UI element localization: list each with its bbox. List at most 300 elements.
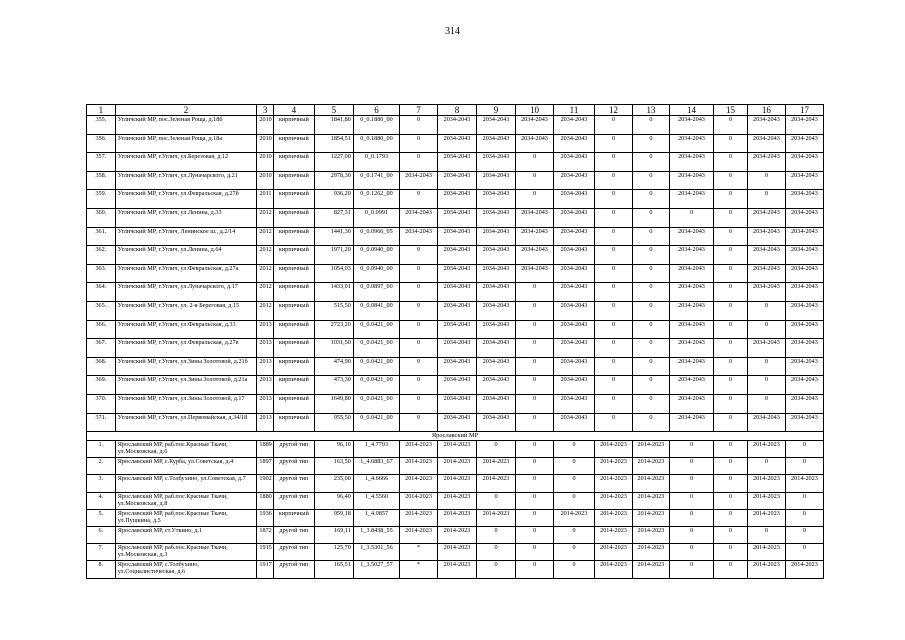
table-cell: кирпичный	[273, 413, 314, 432]
table-cell: 8.	[87, 561, 116, 578]
table-cell: 0	[400, 394, 438, 413]
table-cell: 2010	[257, 134, 273, 153]
table-cell: 358.	[87, 171, 116, 190]
table-cell: 0	[516, 357, 554, 376]
table-cell: 0	[714, 394, 748, 413]
table-cell: 0	[477, 441, 516, 458]
table-cell: 2034-2043	[438, 320, 477, 339]
column-header: 15	[714, 105, 748, 116]
table-cell: 2014-2023	[438, 544, 477, 561]
table-cell: 2034-2043	[477, 134, 516, 153]
table-cell: 0	[400, 320, 438, 339]
table-cell: 1649,80	[314, 394, 353, 413]
table-cell: 2034-2043	[785, 116, 823, 135]
table-cell: 2034-2043	[438, 134, 477, 153]
table-cell: 2014-2023	[747, 475, 785, 492]
table-cell: 0	[714, 509, 748, 526]
table-cell: 2034-2043	[785, 376, 823, 395]
table-row	[87, 190, 824, 209]
table-cell: 2012	[257, 246, 273, 265]
table-cell: Угличский МР, г.Углич, ул.Февральская, д.27в	[115, 339, 257, 358]
table-cell: 2014-2023	[438, 492, 477, 509]
table-cell: *	[400, 544, 438, 561]
table-cell: 1_4.0857	[353, 509, 399, 526]
table-cell: кирпичный	[273, 283, 314, 302]
table-cell: Ярославский МР, ст.Уткино, д.1	[115, 527, 257, 544]
table-cell: 2034-2043	[669, 413, 713, 432]
table-cell: кирпичный	[273, 376, 314, 395]
table-cell: 2034-2043	[438, 394, 477, 413]
table-cell: 0_0.0940_00	[353, 246, 399, 265]
table-cell: 2014-2023	[438, 527, 477, 544]
table-cell: *	[400, 561, 438, 578]
table-cell: 0	[714, 475, 748, 492]
table-cell: 1889	[257, 441, 273, 458]
table-cell: кирпичный	[273, 357, 314, 376]
table-cell: 2034-2043	[785, 171, 823, 190]
table-cell: 1915	[257, 544, 273, 561]
table-cell: 0	[632, 357, 669, 376]
table-cell: 0	[669, 544, 713, 561]
table-cell: 0	[516, 441, 554, 458]
page-number: 314	[445, 26, 460, 37]
table-cell: Угличский МР, г.Углич, ул.Первомайская, д.34/18	[115, 413, 257, 432]
table-cell: 2034-2043	[553, 153, 594, 172]
table-cell: 0_0.0421_00	[353, 339, 399, 358]
table-row	[87, 492, 824, 509]
table-cell: 1_3.5027_57	[353, 561, 399, 578]
table-cell: 2010	[257, 171, 273, 190]
table-cell: 2010	[257, 116, 273, 135]
table-cell: Угличский МР, г.Углич, Ленинское ш., д.2/14	[115, 227, 257, 246]
table-cell: 0	[714, 527, 748, 544]
table-cell: 2034-2043	[516, 246, 554, 265]
table-cell: 0	[747, 394, 785, 413]
table-cell: 0	[669, 509, 713, 526]
table-cell: 2034-2043	[438, 376, 477, 395]
table-cell: Угличский МР, г.Углич, ул.Ленина, д.33	[115, 208, 257, 227]
table-cell: 0	[669, 475, 713, 492]
table-cell: 163,50	[314, 458, 353, 475]
table-cell: 0	[714, 544, 748, 561]
table-cell: другой тип	[273, 561, 314, 578]
table-cell: 2034-2043	[553, 264, 594, 283]
table-cell: 0	[785, 441, 823, 458]
table-cell: 0	[714, 458, 748, 475]
table-cell: кирпичный	[273, 264, 314, 283]
table-cell: 0	[669, 527, 713, 544]
table-cell: 2034-2043	[747, 227, 785, 246]
table-cell: Угличский МР, г.Углич, ул.Февральская, д.27б	[115, 190, 257, 209]
table-cell: 0	[516, 509, 554, 526]
table-cell: 0	[747, 320, 785, 339]
table-cell: 2034-2043	[553, 283, 594, 302]
table-cell: 0	[747, 171, 785, 190]
table-cell: кирпичный	[273, 509, 314, 526]
table-cell: 369.	[87, 376, 116, 395]
table-cell: 474,90	[314, 357, 353, 376]
table-cell: 2034-2043	[553, 227, 594, 246]
table-cell: 366.	[87, 320, 116, 339]
table-cell: 2034-2043	[516, 264, 554, 283]
table-cell: Угличский МР, г.Углич, ул.Зины Золотовой, д.21б	[115, 357, 257, 376]
table-cell: 0	[747, 190, 785, 209]
table-cell: 0	[747, 458, 785, 475]
table-cell: 2034-2043	[516, 116, 554, 135]
table-cell: 0	[632, 301, 669, 320]
table-cell: 2034-2043	[438, 283, 477, 302]
table-cell: 0	[477, 561, 516, 578]
table-cell: 0	[747, 527, 785, 544]
table-cell: 0	[669, 208, 713, 227]
table-row	[87, 246, 824, 265]
table-cell: 0_0.0421_00	[353, 357, 399, 376]
table-cell: кирпичный	[273, 246, 314, 265]
table-cell: 2034-2043	[669, 301, 713, 320]
table-cell: 1054,03	[314, 264, 353, 283]
table-cell: 0	[553, 544, 594, 561]
column-header: 7	[400, 105, 438, 116]
table-cell: 0	[785, 492, 823, 509]
table-cell: 1902	[257, 475, 273, 492]
table-cell: 2014-2023	[595, 458, 633, 475]
table-row	[87, 134, 824, 153]
table-cell: 0	[632, 116, 669, 135]
table-cell: 2012	[257, 208, 273, 227]
table-cell: Ярославский МР, с.Толбухино, ул.Советская, д.7	[115, 475, 257, 492]
table-cell: 2034-2043	[785, 190, 823, 209]
table-cell: 1433,01	[314, 283, 353, 302]
table-cell: 0	[553, 475, 594, 492]
table-cell: 827,31	[314, 208, 353, 227]
table-cell: 0	[595, 357, 633, 376]
table-cell: 0	[714, 561, 748, 578]
table-cell: 0	[400, 283, 438, 302]
table-cell: 0	[400, 376, 438, 395]
table-cell: Угличский МР, г.Углич, ул.Февральская, д.33	[115, 320, 257, 339]
table-cell: 2034-2043	[553, 413, 594, 432]
table-cell: Ярославский МР, раб.пос.Красные Ткачи, ул.Московская, д.3	[115, 544, 257, 561]
table-cell: 2013	[257, 376, 273, 395]
table-row	[87, 283, 824, 302]
table-cell: 2034-2043	[785, 208, 823, 227]
table-cell: 2034-2043	[669, 190, 713, 209]
table-cell: 370.	[87, 394, 116, 413]
table-cell: 2978,30	[314, 171, 353, 190]
table-cell: 2014-2023	[785, 561, 823, 578]
table-cell: 2034-2043	[785, 413, 823, 432]
table-cell: 2014-2023	[438, 458, 477, 475]
table-cell: 371.	[87, 413, 116, 432]
table-cell: 0_0.0940_00	[353, 264, 399, 283]
table-cell: 2014-2023	[632, 544, 669, 561]
table-cell: 959,18	[314, 509, 353, 526]
table-cell: 0	[516, 376, 554, 395]
table-cell: 2034-2043	[669, 357, 713, 376]
table-cell: 0	[516, 527, 554, 544]
table-row	[87, 153, 824, 172]
table-cell: 0	[595, 246, 633, 265]
table-cell: 0	[477, 492, 516, 509]
table-cell: 0	[632, 394, 669, 413]
table-cell: 235,00	[314, 475, 353, 492]
table-cell: 2034-2043	[477, 190, 516, 209]
table-cell: 0	[553, 561, 594, 578]
table-row	[87, 264, 824, 283]
table-cell: 363.	[87, 264, 116, 283]
table-cell: 2034-2043	[785, 227, 823, 246]
table-cell: 2034-2043	[438, 227, 477, 246]
table-cell: 1_4.5560	[353, 492, 399, 509]
table-cell: 0_0.1880_00	[353, 116, 399, 135]
table-cell: Ярославский МР, с.Курба, ул.Советская, д.4	[115, 458, 257, 475]
table-cell: 0	[632, 320, 669, 339]
table-cell: 4.	[87, 492, 116, 509]
table-cell: 0_0.0421_00	[353, 320, 399, 339]
table-cell: 2014-2023	[477, 475, 516, 492]
table-cell: 1897	[257, 458, 273, 475]
table-cell: 5.	[87, 509, 116, 526]
table-cell: Угличский МР, пос.Зеленая Роща, д.18а	[115, 134, 257, 153]
table-cell: 0	[595, 153, 633, 172]
table-row	[87, 544, 824, 561]
table-cell: 0	[595, 208, 633, 227]
table-cell: 2034-2043	[438, 171, 477, 190]
table-cell: 1917	[257, 561, 273, 578]
table-cell: 0	[632, 283, 669, 302]
table-cell: 2034-2043	[516, 134, 554, 153]
table-cell: 2034-2043	[747, 116, 785, 135]
table-cell: кирпичный	[273, 190, 314, 209]
section-title: Ярославский МР	[87, 432, 824, 441]
table-cell: 2034-2043	[669, 320, 713, 339]
table-cell: 0	[400, 357, 438, 376]
table-cell: 0	[669, 561, 713, 578]
table-cell: 1_4.6666	[353, 475, 399, 492]
column-header: 12	[595, 105, 633, 116]
table-cell: 0	[632, 134, 669, 153]
table-cell: 1.	[87, 441, 116, 458]
table-cell: 2034-2043	[438, 413, 477, 432]
table-cell: 1031,50	[314, 339, 353, 358]
table-cell: 1441,30	[314, 227, 353, 246]
table-cell: 2034-2043	[438, 208, 477, 227]
table-cell: 1854,51	[314, 134, 353, 153]
table-cell: 0	[632, 264, 669, 283]
table-cell: 2034-2043	[477, 357, 516, 376]
table-cell: 0	[516, 492, 554, 509]
table-cell: 2013	[257, 394, 273, 413]
table-cell: 0	[714, 413, 748, 432]
table-cell: 1_4.7793	[353, 441, 399, 458]
table-cell: 2034-2043	[400, 171, 438, 190]
table-cell: 0	[714, 171, 748, 190]
table-cell: 2014-2023	[632, 509, 669, 526]
table-cell: 2034-2043	[669, 283, 713, 302]
table-cell: 0	[595, 171, 633, 190]
table-cell: 0	[714, 301, 748, 320]
table-cell: 2034-2043	[553, 357, 594, 376]
table-cell: 0	[714, 246, 748, 265]
table-cell: 2014-2023	[632, 458, 669, 475]
table-cell: 2034-2043	[553, 134, 594, 153]
table-cell: 2034-2043	[477, 153, 516, 172]
table-cell: 0	[632, 208, 669, 227]
table-cell: 0	[714, 264, 748, 283]
table-cell: 0	[714, 339, 748, 358]
table-cell: Угличский МР, г.Углич, ул. 2-я Береговая, д.15	[115, 301, 257, 320]
table-cell: другой тип	[273, 492, 314, 509]
table-cell: 2034-2043	[669, 116, 713, 135]
table-row	[87, 441, 824, 458]
table-cell: 2034-2043	[477, 301, 516, 320]
table-cell: 2013	[257, 320, 273, 339]
table-row	[87, 208, 824, 227]
table-cell: кирпичный	[273, 339, 314, 358]
table-cell: 2034-2043	[477, 376, 516, 395]
column-header: 1	[87, 105, 116, 116]
table-cell: 2034-2043	[785, 264, 823, 283]
table-cell: 0	[747, 376, 785, 395]
table-cell: 0	[595, 339, 633, 358]
column-header: 5	[314, 105, 353, 116]
table-cell: 2034-2043	[747, 134, 785, 153]
table-row	[87, 320, 824, 339]
table-cell: 361.	[87, 227, 116, 246]
table-row	[87, 357, 824, 376]
table-cell: Угличский МР, г.Углич, ул.Березовая, д.12	[115, 153, 257, 172]
table-cell: 0	[669, 441, 713, 458]
table-cell: 0	[516, 283, 554, 302]
table-cell: 1_4.6883_67	[353, 458, 399, 475]
table-cell: 2034-2043	[669, 376, 713, 395]
table-cell: 7.	[87, 544, 116, 561]
table-cell: 2034-2043	[747, 283, 785, 302]
table-cell: 0	[747, 357, 785, 376]
table-cell: 96,10	[314, 441, 353, 458]
table-cell: 2014-2023	[632, 561, 669, 578]
table-cell: 125,70	[314, 544, 353, 561]
table-cell: 2034-2043	[438, 301, 477, 320]
table-cell: 0	[516, 339, 554, 358]
table-cell: 2013	[257, 413, 273, 432]
table-cell: 2034-2043	[477, 171, 516, 190]
table-cell: 2034-2043	[553, 301, 594, 320]
table-cell: 2034-2043	[553, 171, 594, 190]
table-cell: другой тип	[273, 527, 314, 544]
table-cell: 2012	[257, 264, 273, 283]
table-cell: 2034-2043	[438, 339, 477, 358]
table-cell: кирпичный	[273, 208, 314, 227]
table-cell: 0	[714, 134, 748, 153]
column-header: 8	[438, 105, 477, 116]
table-cell: 2014-2023	[632, 441, 669, 458]
table-cell: 1880	[257, 492, 273, 509]
table-cell: 0	[785, 527, 823, 544]
table-cell: 357.	[87, 153, 116, 172]
table-cell: 0_0.0421_00	[353, 413, 399, 432]
table-cell: 0	[400, 301, 438, 320]
table-cell: 2034-2043	[438, 153, 477, 172]
table-cell: 2034-2043	[785, 134, 823, 153]
table-cell: 2014-2023	[438, 441, 477, 458]
table-cell: 2014-2023	[400, 458, 438, 475]
table-cell: 2014-2023	[400, 441, 438, 458]
table-cell: 2014-2023	[438, 475, 477, 492]
table-cell: Ярославский МР, раб.пос.Красные Ткачи, ул.Московская, д.6	[115, 441, 257, 458]
table-cell: 364.	[87, 283, 116, 302]
table-cell: кирпичный	[273, 153, 314, 172]
table-cell: 2034-2043	[400, 208, 438, 227]
table-cell: 2014-2023	[632, 527, 669, 544]
table-cell: 0	[477, 527, 516, 544]
table-cell: 2034-2043	[747, 264, 785, 283]
table-cell: кирпичный	[273, 134, 314, 153]
table-cell: 0	[785, 458, 823, 475]
table-row	[87, 527, 824, 544]
table-cell: 365.	[87, 301, 116, 320]
table-cell: 2034-2043	[438, 116, 477, 135]
table-cell: 0	[516, 301, 554, 320]
table-cell: 2723,20	[314, 320, 353, 339]
table-cell: 0	[477, 544, 516, 561]
table-row	[87, 301, 824, 320]
table-cell: 2014-2023	[438, 509, 477, 526]
table-cell: 1227,00	[314, 153, 353, 172]
table-cell: 0	[400, 246, 438, 265]
table-cell: 2034-2043	[669, 153, 713, 172]
table-row	[87, 413, 824, 432]
table-cell: 2034-2043	[669, 264, 713, 283]
table-cell: 2034-2043	[785, 339, 823, 358]
table-cell: 2034-2043	[438, 190, 477, 209]
table-cell: 0	[632, 339, 669, 358]
table-cell: 955,50	[314, 413, 353, 432]
table-cell: 2.	[87, 458, 116, 475]
table-cell: 2034-2043	[669, 134, 713, 153]
table-cell: 0	[669, 492, 713, 509]
table-cell: 0	[595, 301, 633, 320]
table-cell: другой тип	[273, 458, 314, 475]
table-cell: 0	[400, 190, 438, 209]
table-cell: 0	[595, 190, 633, 209]
table-cell: 356.	[87, 134, 116, 153]
column-header: 4	[273, 105, 314, 116]
table-cell: 0	[714, 190, 748, 209]
section-row	[87, 432, 824, 441]
table-cell: 2014-2023	[595, 544, 633, 561]
table-cell: 0	[632, 413, 669, 432]
table-cell: 2014-2023	[595, 475, 633, 492]
table-cell: 2034-2043	[477, 394, 516, 413]
table-row	[87, 475, 824, 492]
table-cell: 2014-2023	[785, 475, 823, 492]
table-row	[87, 509, 824, 526]
table-cell: 0	[747, 301, 785, 320]
table-cell: 0	[516, 190, 554, 209]
table-cell: 2014-2023	[747, 561, 785, 578]
table-cell: 1872	[257, 527, 273, 544]
table-cell: 0	[516, 413, 554, 432]
table-cell: 0	[595, 283, 633, 302]
table-row	[87, 171, 824, 190]
table-cell: 0_0.0966_05	[353, 227, 399, 246]
table-cell: 2034-2043	[477, 283, 516, 302]
table-cell: Ярославский МР, раб.пос.Красные Ткачи, ул.Пушкина, д.5	[115, 509, 257, 526]
table-cell: 2034-2043	[438, 246, 477, 265]
table-cell: 2014-2023	[595, 527, 633, 544]
table-cell: 0_0.1741_00	[353, 171, 399, 190]
